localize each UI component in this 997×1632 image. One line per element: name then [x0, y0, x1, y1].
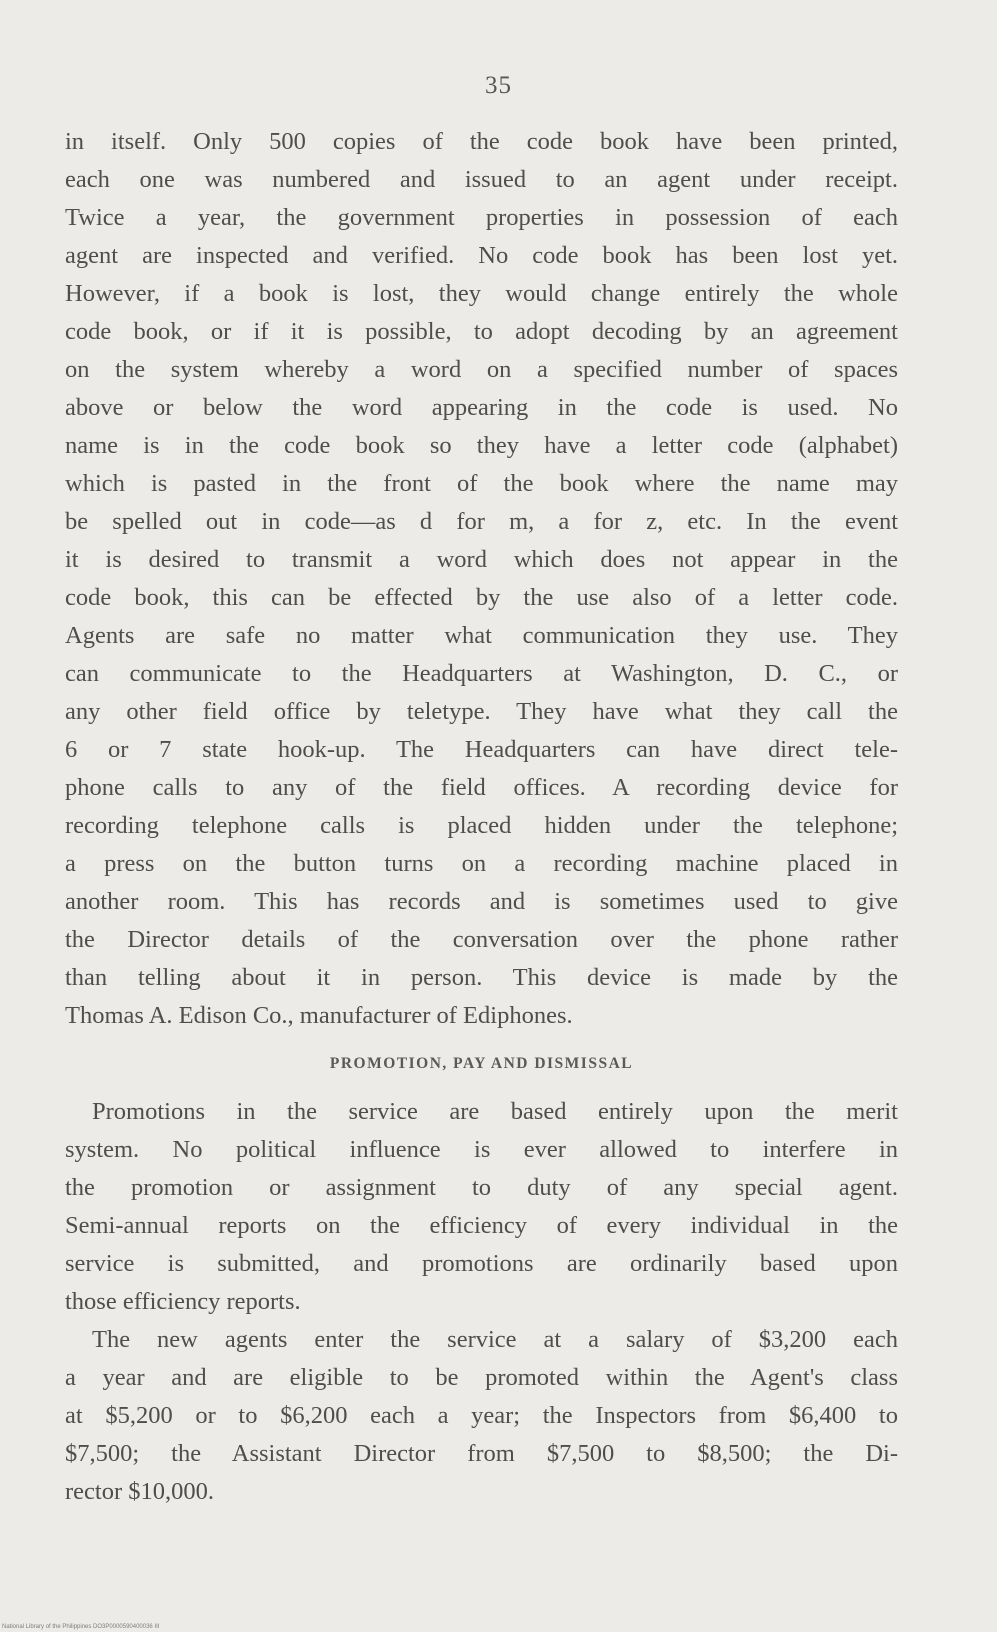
text-line: code book, this can be effected by the use also of a letter code.: [65, 584, 898, 611]
library-footer-note: National Library of the Philippines DO3P0000590400036 III: [2, 1624, 160, 1630]
text-line: than telling about it in person. This device is made by the: [65, 964, 898, 991]
text-line: a press on the button turns on a recording machine placed in: [65, 850, 898, 877]
page-number: 35: [485, 72, 512, 99]
text-line: another room. This has records and is sometimes used to give: [65, 888, 898, 915]
text-line: phone calls to any of the field offices. A recording device for: [65, 774, 898, 801]
text-line: 6 or 7 state hook-up. The Headquarters can have direct tele-: [65, 736, 898, 763]
text-line: system. No political influence is ever allowed to interfere in: [65, 1136, 898, 1163]
text-line: in itself. Only 500 copies of the code book have been printed,: [65, 128, 898, 155]
text-line: at $5,200 or to $6,200 each a year; the Inspectors from $6,400 to: [65, 1402, 898, 1429]
text-line: those efficiency reports.: [65, 1288, 301, 1315]
text-line: Thomas A. Edison Co., manufacturer of Ediphones.: [65, 1002, 573, 1029]
paragraph-code-book: [65, 123, 898, 1035]
text-line: the Director details of the conversation over the phone rather: [65, 926, 898, 953]
text-line: can communicate to the Headquarters at Washington, D. C., or: [65, 660, 898, 687]
text-line: which is pasted in the front of the book where the name may: [65, 470, 898, 497]
text-line: it is desired to transmit a word which does not appear in the: [65, 546, 898, 573]
text-line: any other field office by teletype. They have what they call the: [65, 698, 898, 725]
text-line: Semi-annual reports on the efficiency of every individual in the: [65, 1212, 898, 1239]
text-line: code book, or if it is possible, to adopt decoding by an agreement: [65, 318, 898, 345]
paragraph-promotions: [65, 1093, 898, 1321]
text-line: However, if a book is lost, they would change entirely the whole: [65, 280, 898, 307]
text-line: on the system whereby a word on a specified number of spaces: [65, 356, 898, 383]
text-line: above or below the word appearing in the code is used. No: [65, 394, 898, 421]
section-heading: PROMOTION, PAY AND DISMISSAL: [329, 1055, 634, 1072]
text-line: be spelled out in code—as d for m, a for z, etc. In the event: [65, 508, 898, 535]
text-line: Agents are safe no matter what communication they use. They: [65, 622, 898, 649]
text-line: the promotion or assignment to duty of any special agent.: [65, 1174, 898, 1201]
text-line: $7,500; the Assistant Director from $7,500 to $8,500; the Di-: [65, 1440, 898, 1467]
text-line: Twice a year, the government properties in possession of each: [65, 204, 898, 231]
text-line: rector $10,000.: [65, 1478, 214, 1505]
text-line: service is submitted, and promotions are ordinarily based upon: [65, 1250, 898, 1277]
text-line: name is in the code book so they have a letter code (alphabet): [65, 432, 898, 459]
text-line: each one was numbered and issued to an agent under receipt.: [65, 166, 898, 193]
text-line: agent are inspected and verified. No code book has been lost yet.: [65, 242, 898, 269]
text-line: a year and are eligible to be promoted within the Agent's class: [65, 1364, 898, 1391]
text-line: The new agents enter the service at a salary of $3,200 each: [92, 1326, 898, 1353]
text-line: Promotions in the service are based entirely upon the merit: [92, 1098, 898, 1125]
page-body: [65, 123, 898, 1511]
paragraph-salaries: [65, 1321, 898, 1511]
text-line: recording telephone calls is placed hidden under the telephone;: [65, 812, 898, 839]
